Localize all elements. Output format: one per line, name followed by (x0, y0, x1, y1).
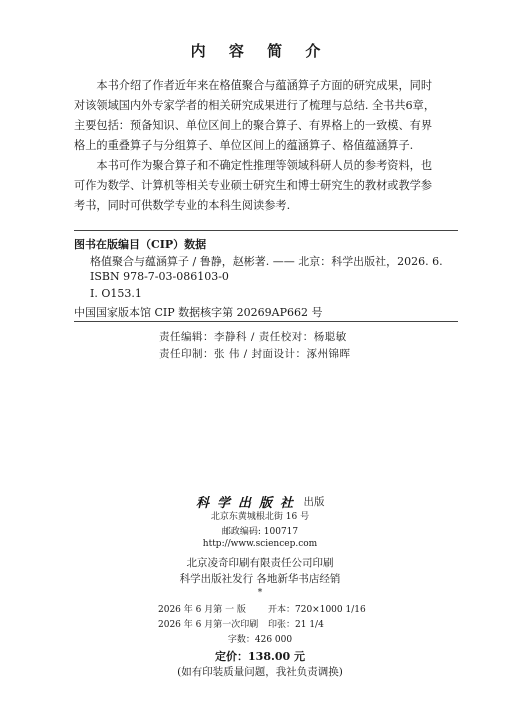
intro-line: 格上的重叠算子与分组算子、单位区间上的蕴涵算子、格值蕴涵算子. (74, 139, 414, 152)
price-note: (如有印装质量问题，我社负责调换) (177, 666, 343, 678)
publisher-suffix: 出版 (303, 496, 325, 508)
intro-line: 本书介绍了作者近年来在格值聚合与蕴涵算子方面的研究成果，同时 (96, 79, 433, 92)
publisher-logo (196, 494, 304, 508)
cip-title-line: 格值聚合与蕴涵算子 / 鲁静，赵彬著. —— 北京：科学出版社，2026. 6. (90, 255, 443, 268)
intro-section (74, 76, 458, 216)
publisher-name-row (0, 490, 520, 509)
cip-isbn: ISBN 978-7-03-086103-0 (90, 270, 229, 283)
editors-line: 责任编辑：李静科 / 责任校对：杨聪敏 (159, 331, 347, 343)
intro-line: 主要包括：预备知识、单位区间上的聚合算子、有界格上的一致模、有界 (74, 119, 433, 132)
edition-line-2-left: 2026 年 6 月第一次印刷 (158, 620, 259, 630)
publisher-postcode: 邮政编码: 100717 (221, 527, 299, 537)
cip-classification: Ⅰ. O153.1 (90, 287, 142, 300)
edition-line-1-left: 2026 年 6 月第 一 版 (158, 605, 246, 615)
cip-top-rule (74, 230, 458, 231)
page-title: 内 容 简 介 (190, 42, 330, 60)
printer-line: 北京凌奇印刷有限责任公司印刷 (186, 557, 334, 569)
intro-line: 可作为数学、计算机等相关专业硕士研究生和博士研究生的教材或教学参 (74, 179, 433, 192)
price-label: 定价：138.00 元 (215, 650, 305, 663)
intro-line: 考书，同时可供数学专业的本科生阅读参考. (74, 199, 291, 212)
cip-bottom-rule (74, 321, 458, 322)
publisher-address: 北京东黄城根北街 16 号 (210, 512, 310, 522)
distributor-line: 科学出版社发行 各地新华书店经销 (179, 573, 341, 585)
edition-line-1-right: 开本：720×1000 1/16 (268, 605, 366, 615)
cip-number: 中国国家版本馆 CIP 数据核字第 20269AP662 号 (74, 306, 323, 319)
cip-heading: 图书在版编目（CIP）数据 (74, 238, 207, 251)
word-count: 字数：426 000 (227, 635, 293, 645)
intro-line: 对该领域国内外专家学者的相关研究成果进行了梳理与总结. 全书共6章， (74, 99, 436, 112)
edition-line-2-right: 印张：21 1/4 (268, 620, 324, 630)
publisher-website: http://www.sciencep.com (202, 539, 318, 549)
separator-star: * (257, 588, 263, 598)
publisher-logo-text: 科学出版社 (195, 495, 301, 509)
intro-line: 本书可作为聚合算子和不确定性推理等领域科研人员的参考资料，也 (96, 159, 433, 172)
production-line: 责任印制：张 伟 / 封面设计：涿州锦晖 (159, 348, 351, 360)
